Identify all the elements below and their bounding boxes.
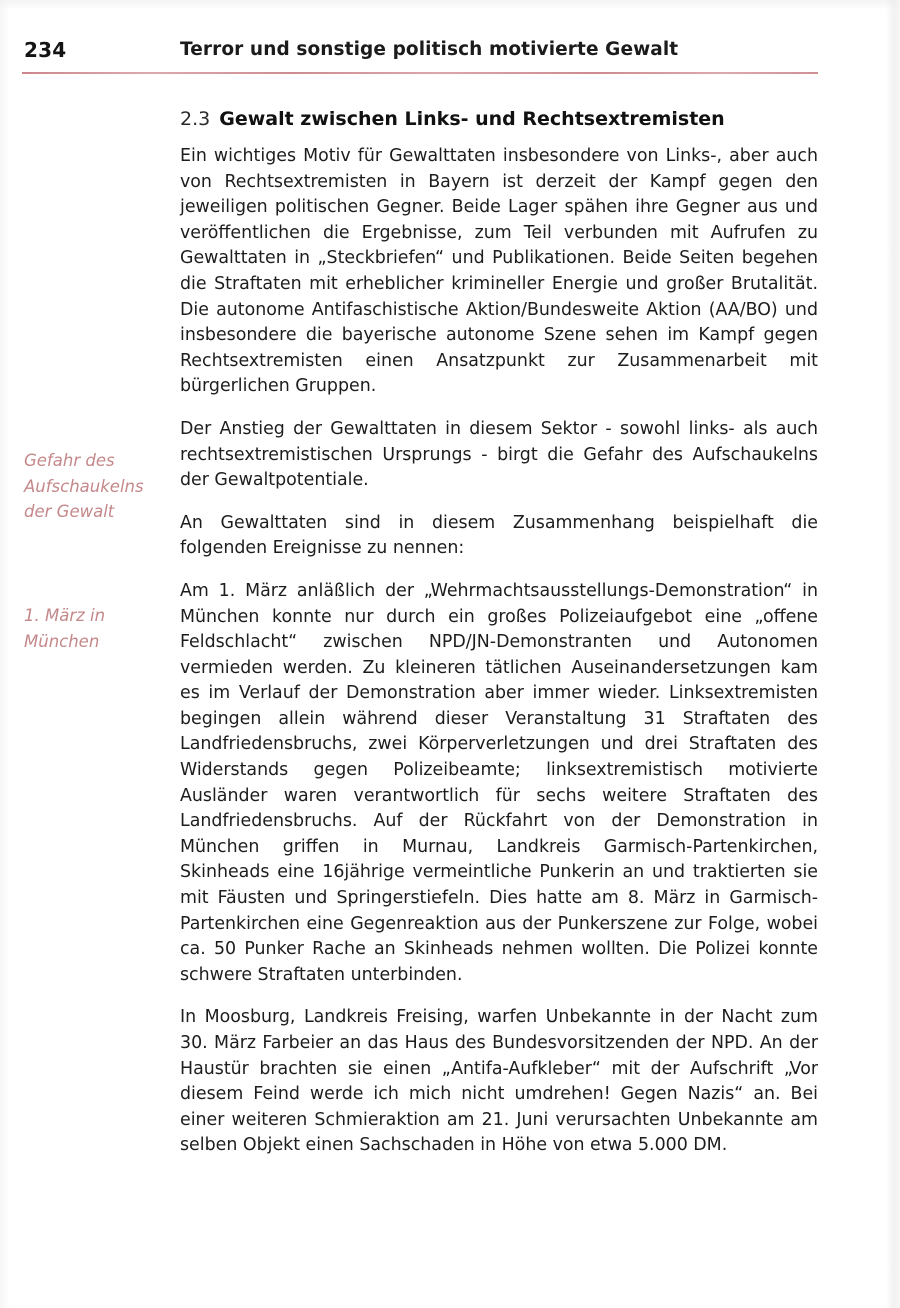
scan-edge-left bbox=[0, 0, 10, 1308]
margin-note-gefahr-des-aufschaukelns: Gefahr des Aufschaukelns der Gewalt bbox=[24, 451, 144, 521]
text-column bbox=[180, 106, 818, 1159]
scan-edge-right bbox=[886, 0, 900, 1308]
header-rule-overlay bbox=[22, 72, 818, 74]
section-number: 2.3 bbox=[180, 108, 211, 130]
paragraph-beispielhafte-ereignisse: An Gewalttaten sind in diesem Zusammenhang beispielhaft die folgenden Ereignisse zu nennen: bbox=[180, 512, 818, 559]
paragraph-anstieg-gewalttaten: Der Anstieg der Gewalttaten in diesem Sektor - sowohl links- als auch rechtsextremistischen Ursprungs - birgt die Gefahr des Aufschaukelns der Gewaltpotentiale. bbox=[180, 418, 818, 491]
running-header-title: Terror und sonstige politisch motivierte Gewalt bbox=[180, 39, 679, 60]
paragraph-motiv-gewalttaten: Ein wichtiges Motiv für Gewalttaten insbesondere von Links-, aber auch von Rechtsextremisten in Bayern ist derzeit der Kampf gegen den jeweiligen politischen Gegner. Beide Lager spähen ihre Gegner aus und veröffentlichen die Ergebnisse, zum Teil verbunden mit Aufrufen zu Gewalttaten in „Steckbriefen“ und Publikationen. Beide Seiten begehen die Straftaten mit erheblicher krimineller Energie und großer Brutalität. Die autonome Antifaschistische Aktion/Bundesweite Aktion (AA/BO) und insbesondere die bayerische autonome Szene sehen im Kampf gegen Rechtsextremisten einen Ansatzpunkt zur Zusammenarbeit mit bürgerlichen Gruppen. bbox=[180, 146, 818, 397]
running-header bbox=[0, 38, 900, 74]
page-number: 234 bbox=[24, 38, 67, 62]
margin-note-1-maerz-in-muenchen: 1. März in München bbox=[24, 606, 106, 651]
paragraph-moosburg-freising: In Moosburg, Landkreis Freising, warfen Unbekannte in der Nacht zum 30. März Farbeier an das Haus des Bundesvorsitzenden der NPD. An der Haustür brachten sie einen „Antifa-Aufkleber“ mit der Aufschrift „Vor diesem Feind werde ich mich nicht umdrehen! Gegen Nazis“ an. Bei einer weiteren Schmieraktion am 21. Juni verursachten Unbekannte am selben Objekt einen Sachschaden in Höhe von etwa 5.000 DM. bbox=[180, 1007, 818, 1156]
scan-edge-top bbox=[0, 0, 900, 10]
paragraph-am-1-maerz-muenchen: Am 1. März anläßlich der „Wehrmachtsausstellungs-Demonstration“ in München konnte nur durch ein großes Polizeiaufgebot eine „offene Feldschlacht“ zwischen NPD/JN-Demonstranten und Autonomen vermieden werden. Zu kleineren tätlichen Auseinandersetzungen kam es im Verlauf der Demonstration aber immer wieder. Linksextremisten begingen allein während dieser Veranstaltung 31 Straftaten des Landfriedensbruchs, zwei Körperverletzungen und drei Straftaten des Widerstands gegen Polizeibeamte; linksextremistisch motivierte Ausländer waren verantwortlich für sechs weitere Straftaten des Landfriedensbruchs. Auf der Rückfahrt von der Demonstration in München griffen in Murnau, Landkreis Garmisch-Partenkirchen, Skinheads eine 16jährige vermeintliche Punkerin an und traktierten sie mit Fäusten und Springerstiefeln. Dies hatte am 8. März in Garmisch-Partenkirchen eine Gegenreaktion aus der Punkerszene zur Folge, wobei ca. 50 Punker Rache an Skinheads nehmen wollten. Die Polizei konnte schwere Straftaten unterbinden. bbox=[180, 580, 818, 985]
section-title: Gewalt zwischen Links- und Rechtsextremisten bbox=[219, 108, 725, 130]
section-heading bbox=[180, 106, 818, 132]
